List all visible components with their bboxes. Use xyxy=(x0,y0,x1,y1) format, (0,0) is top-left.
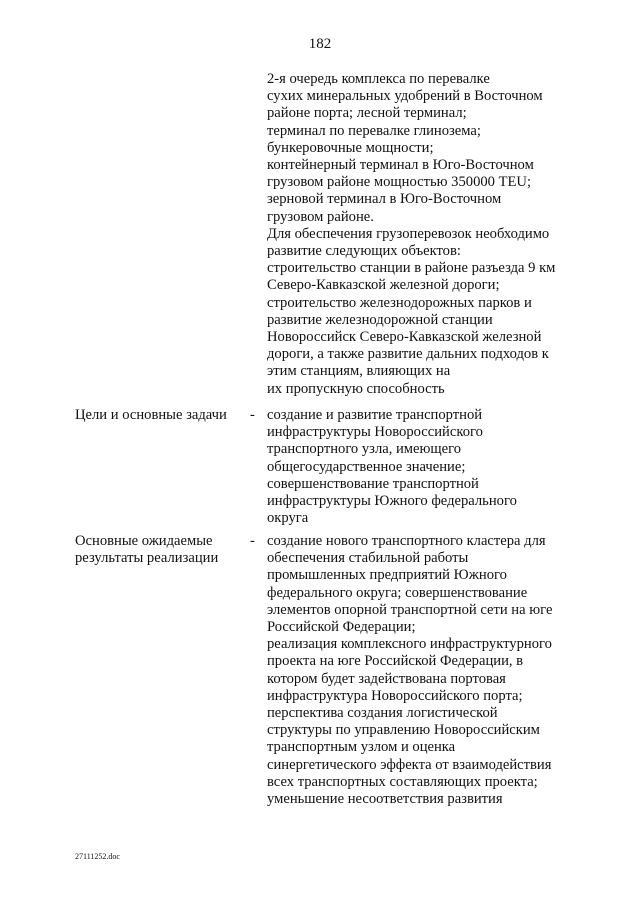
text-line: Северо-Кавказской железной дороги; xyxy=(267,277,500,294)
text-line: промышленных предприятий Южного xyxy=(267,567,507,584)
text-line: районе порта; лесной терминал; xyxy=(267,105,467,122)
text-line: дороги, а также развитие дальних подходов к xyxy=(267,346,549,363)
page-number: 182 xyxy=(308,36,332,52)
text-line: контейнерный терминал в Юго-Восточном xyxy=(267,157,534,174)
text-line: создание нового транспортного кластера для xyxy=(267,533,546,549)
text-line: зерновой терминал в Юго-Восточном xyxy=(267,191,502,208)
text-line: перспектива создания логистической xyxy=(267,705,498,722)
text-line: сухих минеральных удобрений в Восточном xyxy=(267,88,543,105)
text-line: грузовом районе. xyxy=(267,208,374,225)
text-line: инфраструктуры Южного федерального xyxy=(267,493,517,510)
text-line: развитие следующих объектов: xyxy=(267,243,461,260)
text-line: всех транспортных составляющих проекта; xyxy=(267,773,538,790)
text-line: бункеровочные мощности; xyxy=(267,139,434,156)
dash-marker: - xyxy=(250,533,255,549)
text-line: Российской Федерации; xyxy=(267,619,416,636)
text-line: транспортным узлом и оценка xyxy=(267,739,456,756)
intro-text xyxy=(267,71,597,398)
text-line: элементов опорной транспортной сети на юге xyxy=(267,601,553,618)
text-line: федерального округа; совершенствование xyxy=(267,584,528,601)
text-line: строительство станции в районе разъезда 9 км xyxy=(267,260,556,277)
text-line: развитие железнодорожной станции xyxy=(267,311,493,328)
text-line: грузовом районе мощностью 350000 TEU; xyxy=(267,174,532,191)
text-line: инфраструктуры Новороссийского xyxy=(267,424,483,441)
text-line: округа xyxy=(267,510,309,527)
label-line: Основные ожидаемые xyxy=(75,533,213,549)
text-line: совершенствование транспортной xyxy=(267,475,479,492)
text-line: строительство железнодорожных парков и xyxy=(267,294,532,311)
text-line: синергетического эффекта от взаимодействия xyxy=(267,756,552,773)
text-line: их пропускную способность xyxy=(267,380,445,397)
section-text-results xyxy=(267,533,597,808)
text-line: инфраструктура Новороссийского порта; xyxy=(267,687,523,704)
text-line: Для обеспечения грузоперевозок необходимо xyxy=(267,225,550,242)
text-line: этим станциям, влияющих на xyxy=(267,363,451,380)
text-line: обеспечения стабильной работы xyxy=(267,550,469,567)
text-line: уменьшение несоответствия развития xyxy=(267,791,503,808)
text-line: проекта на юге Российской Федерации, в xyxy=(267,653,524,670)
dash-marker: - xyxy=(250,407,255,423)
section-label-results xyxy=(75,533,218,567)
section-label-goals xyxy=(75,407,227,424)
text-line: структуры по управлению Новороссийским xyxy=(267,722,540,739)
text-line: общегосударственное значение; xyxy=(267,458,466,475)
text-line: создание и развитие транспортной xyxy=(267,407,483,423)
text-line: 2-я очередь комплекса по перевалке xyxy=(267,71,490,87)
section-text-goals xyxy=(267,407,597,527)
footer-filename: 27111252.doc xyxy=(75,852,120,861)
label-line: результаты реализации xyxy=(75,550,219,567)
text-line: транспортного узла, имеющего xyxy=(267,441,462,458)
text-line: терминал по перевалке глинозема; xyxy=(267,122,481,139)
label-line: Цели и основные задачи xyxy=(75,407,227,423)
text-line: Новороссийск Северо-Кавказской железной xyxy=(267,329,542,346)
text-line: котором будет задействована портовая xyxy=(267,670,506,687)
text-line: реализация комплексного инфраструктурного xyxy=(267,636,552,653)
